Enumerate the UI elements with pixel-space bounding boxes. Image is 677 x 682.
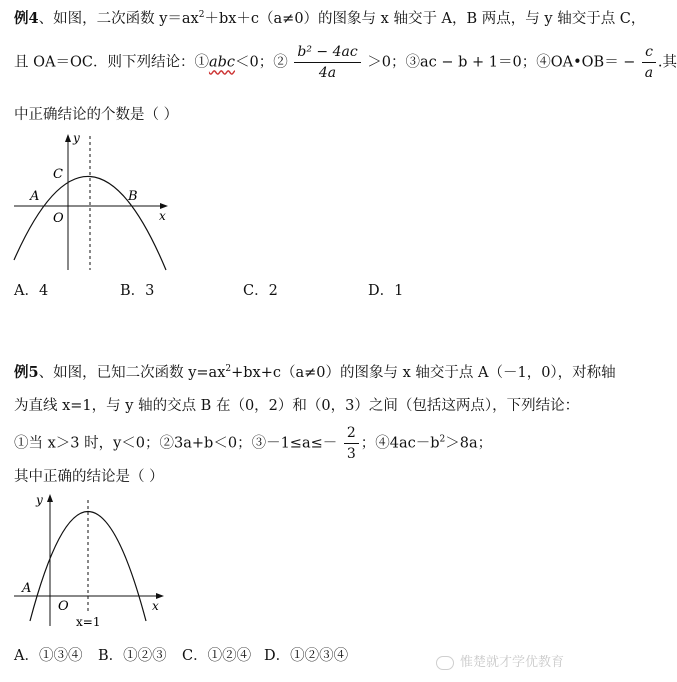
ex4-label: 例4	[14, 10, 39, 27]
ex4-line2: 且 OA＝OC．则下列结论：①abc＜0；② $\frac{\text{b² − 4ac}}{4a}$ ＞0；③ac − b + 1＝0；④OA•OB＝ − $\frac{c}{a}$ .其	[14, 44, 677, 81]
ex4-point-b: B	[128, 189, 138, 204]
watermark: 惟楚就才学优教育	[436, 651, 564, 670]
ex4-fraction-c-over-a: $\frac{c}{a}$	[642, 44, 656, 81]
ex5-y-label: y	[36, 493, 43, 507]
ex5-line3: ①当 x＞3 时，y＜0；②3a+b＜0；③－1≤a≤－ $\frac{2}{3}$ ；$④4ac-b^2>8a$；	[14, 425, 493, 462]
ex5-line4: 其中正确的结论是（ ）	[14, 469, 164, 485]
ex5-graph	[0, 486, 200, 636]
ex4-fraction-discriminant: $\frac{\text{b² − 4ac}}{4a}$	[294, 44, 360, 81]
ex5-point-a: A	[22, 581, 32, 596]
ex5-label: 例5	[14, 364, 39, 381]
ex4-origin: O	[53, 211, 64, 226]
ex5-origin: O	[58, 599, 69, 614]
ex5-fraction-two-thirds: $\frac{2}{3}$	[344, 425, 359, 462]
ex4-option-b: B．3	[120, 283, 155, 299]
ex4-y-label: y	[73, 131, 80, 145]
ex4-option-a: A．4	[14, 283, 49, 299]
ex4-line3: 中正确结论的个数是（ ）	[14, 107, 179, 123]
ex5-x-label: x	[152, 599, 159, 613]
ex4-x-label: x	[159, 209, 166, 223]
ex5-line2: 为直线 x=1，与 y 轴的交点 B 在（0，2）和（0，3）之间（包括这两点），下列结论：	[14, 398, 580, 414]
ex5-option-b: B．①②③	[98, 648, 167, 664]
ex4-option-c: C．2	[243, 283, 278, 299]
ex5-line1: 例5、如图，已知二次函数 $y=ax^2+bx+c(a\ne 0)$的图象与 x 轴交于点 A（－1，0），对称轴	[14, 364, 616, 381]
wechat-icon	[436, 656, 454, 670]
ex4-point-a: A	[30, 189, 40, 204]
ex4-line1: 例4、如图，二次函数 $y=ax^2+bx+c(a\ne 0)$的图象与 x 轴交于 A，B 两点，与 y 轴交于点 C，	[14, 10, 646, 27]
ex5-option-c: C．①②④	[182, 648, 252, 664]
ex4-option-d: D．1	[368, 283, 404, 299]
ex4-point-c: C	[53, 167, 63, 182]
ex5-symmetry-label: x=1	[76, 615, 101, 629]
ex5-option-a: A．①③④	[14, 648, 83, 664]
ex4-graph	[0, 130, 200, 280]
ex5-option-d: D．①②③④	[264, 648, 349, 664]
